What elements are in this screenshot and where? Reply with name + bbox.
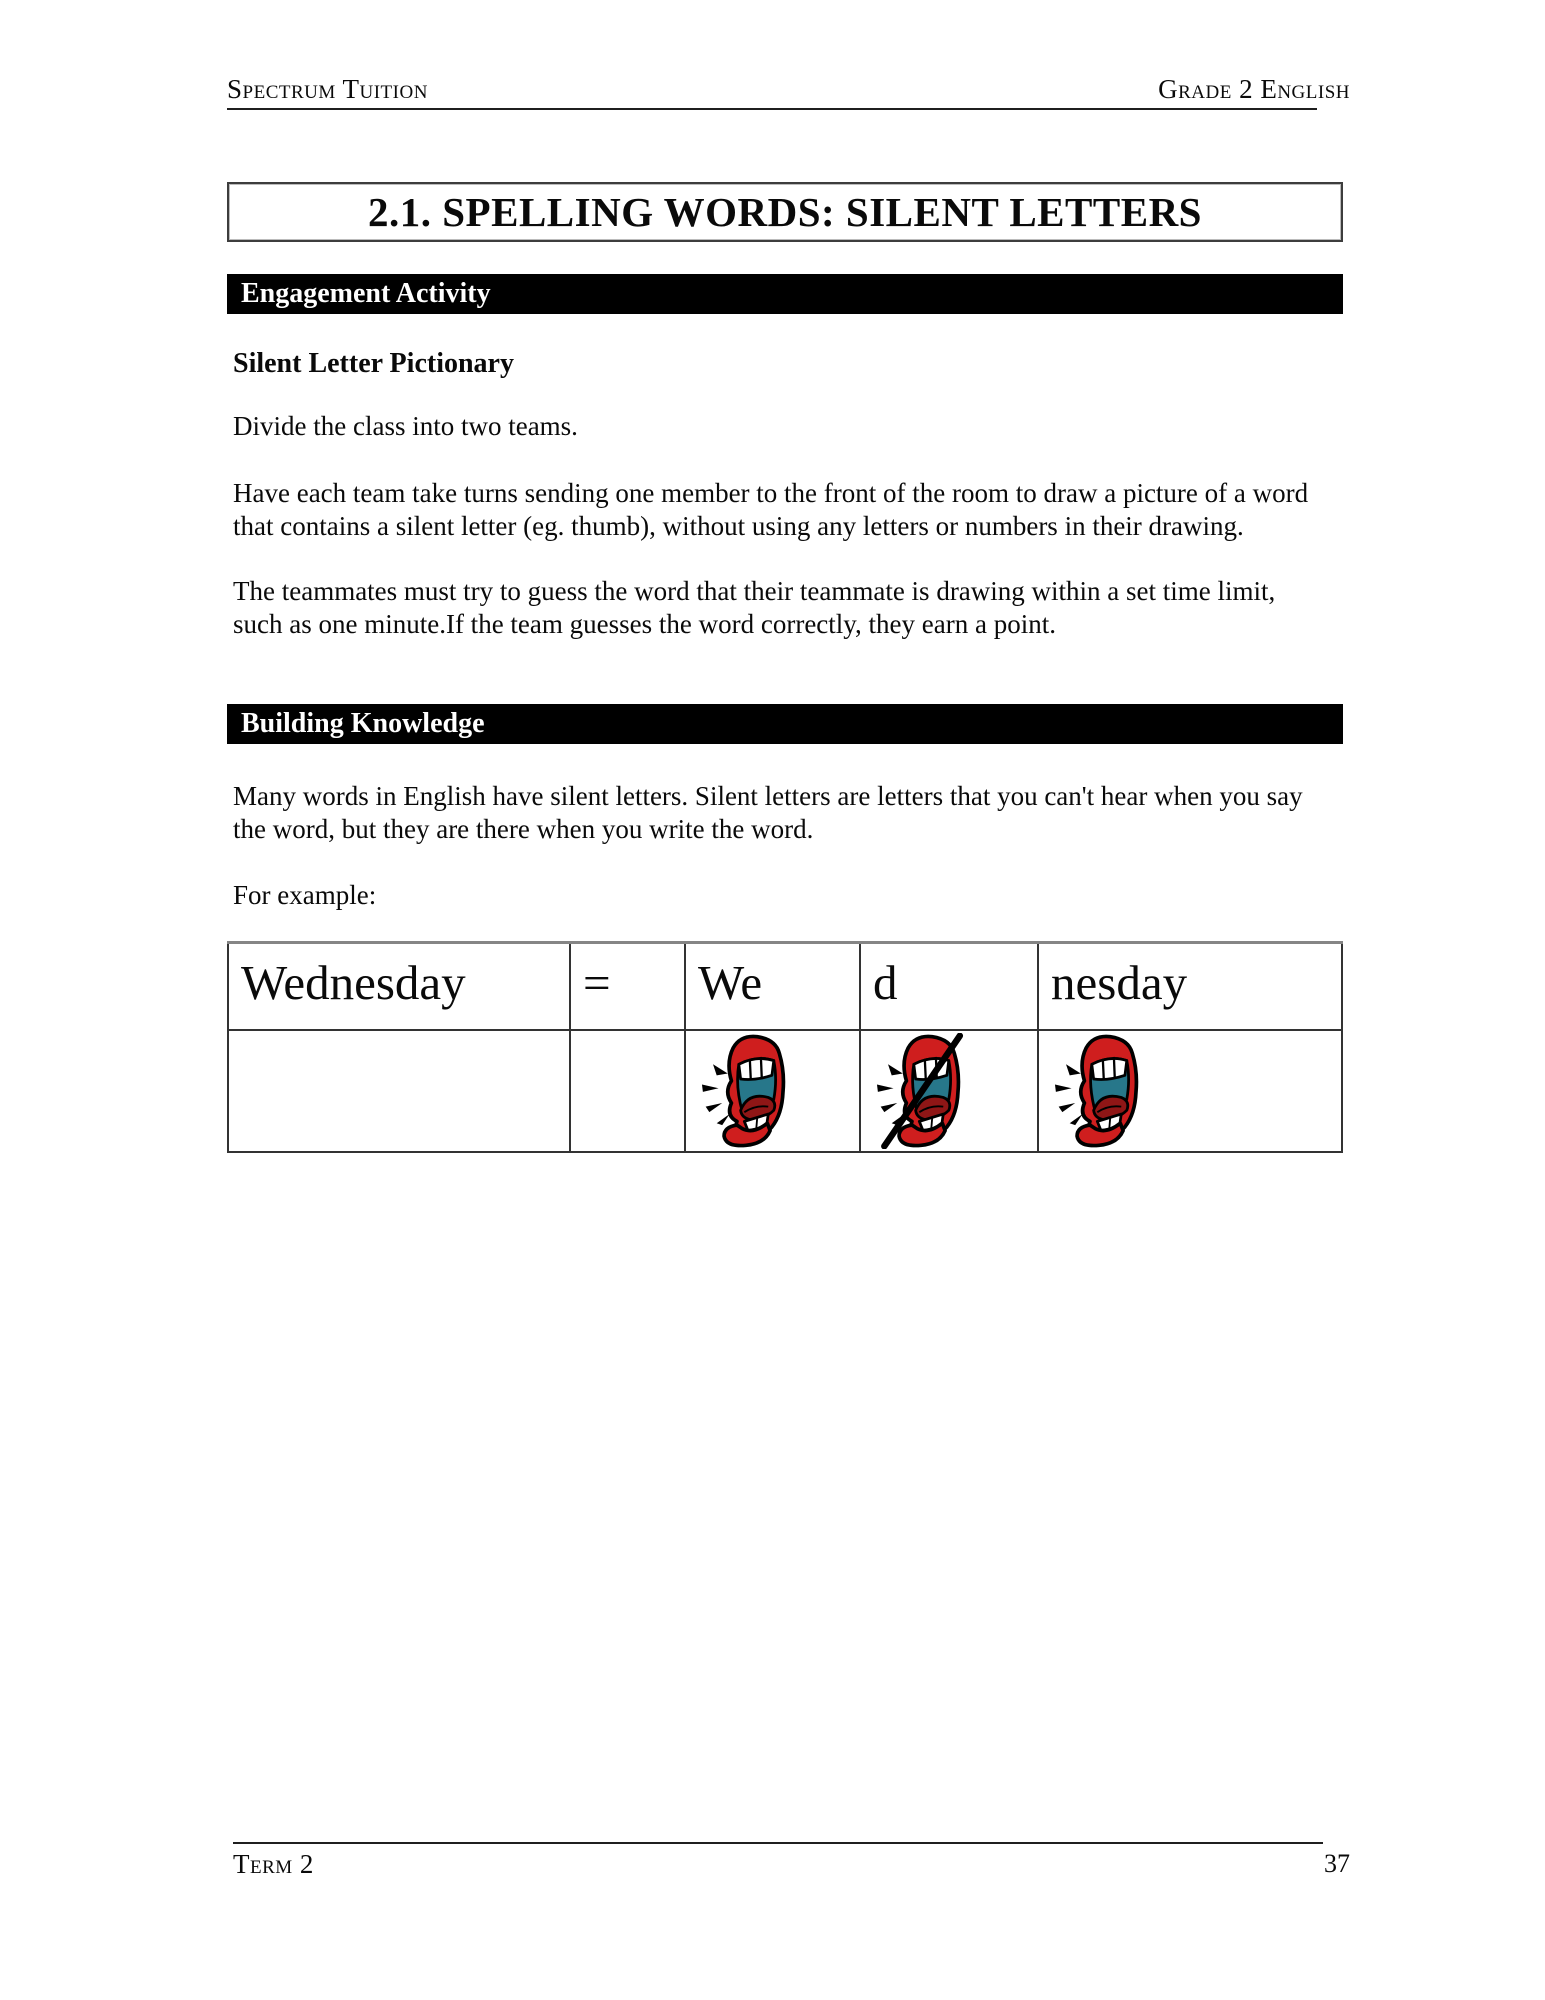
example-table — [227, 941, 1343, 1153]
banner-building-label: Building Knowledge — [241, 708, 485, 739]
header-rule — [227, 108, 1317, 110]
table-cell-part-we: We — [685, 943, 860, 1031]
table-cell-empty — [228, 1030, 570, 1152]
banner-engagement-label: Engagement Activity — [241, 278, 491, 309]
table-cell-part-d: d — [860, 943, 1038, 1031]
page-title: 2.1. SPELLING WORDS: SILENT LETTERS — [368, 189, 1202, 235]
footer-rule — [233, 1842, 1323, 1844]
header-left-label: Spectrum Tuition — [227, 74, 428, 104]
speaking-mouth-icon — [1053, 1033, 1149, 1149]
table-word-row — [228, 943, 1342, 1031]
header-right-label: Grade 2 English — [1158, 74, 1350, 104]
banner-engagement-activity — [227, 274, 1343, 314]
document-footer — [227, 1842, 1350, 1880]
example-label: For example: — [233, 880, 377, 910]
banner-building-knowledge — [227, 704, 1343, 744]
activity-subtitle: Silent Letter Pictionary — [233, 348, 514, 379]
table-cell-equals: = — [570, 943, 685, 1031]
building-knowledge-paragraph: Many words in English have silent letters. Silent letters are letters that you can't hear when you say the word, but they are there when you write the word. — [233, 781, 1303, 844]
table-mouth-row — [228, 1030, 1342, 1152]
section-title-box — [227, 182, 1343, 242]
engagement-paragraph-1: Divide the class into two teams. — [233, 411, 578, 441]
page-content — [227, 0, 1350, 1153]
crossed-speaking-mouth-icon — [875, 1033, 971, 1149]
speaking-mouth-icon — [700, 1033, 796, 1149]
engagement-paragraph-2: Have each team take turns sending one member to the front of the room to draw a picture of a word that contains a silent letter (eg. thumb), without using any letters or numbers in their drawing. — [233, 478, 1309, 541]
table-cell-part-nesday: nesday — [1038, 943, 1342, 1031]
table-cell-word: Wednesday — [228, 943, 570, 1031]
table-cell-empty — [570, 1030, 685, 1152]
footer-term-label: Term 2 — [233, 1849, 314, 1879]
engagement-paragraph-3: The teammates must try to guess the word that their teammate is drawing within a set time limit, such as one minute.If the team guesses the word correctly, they earn a point. — [233, 576, 1276, 639]
document-header — [227, 0, 1350, 105]
page-number: 37 — [1324, 1849, 1350, 1878]
